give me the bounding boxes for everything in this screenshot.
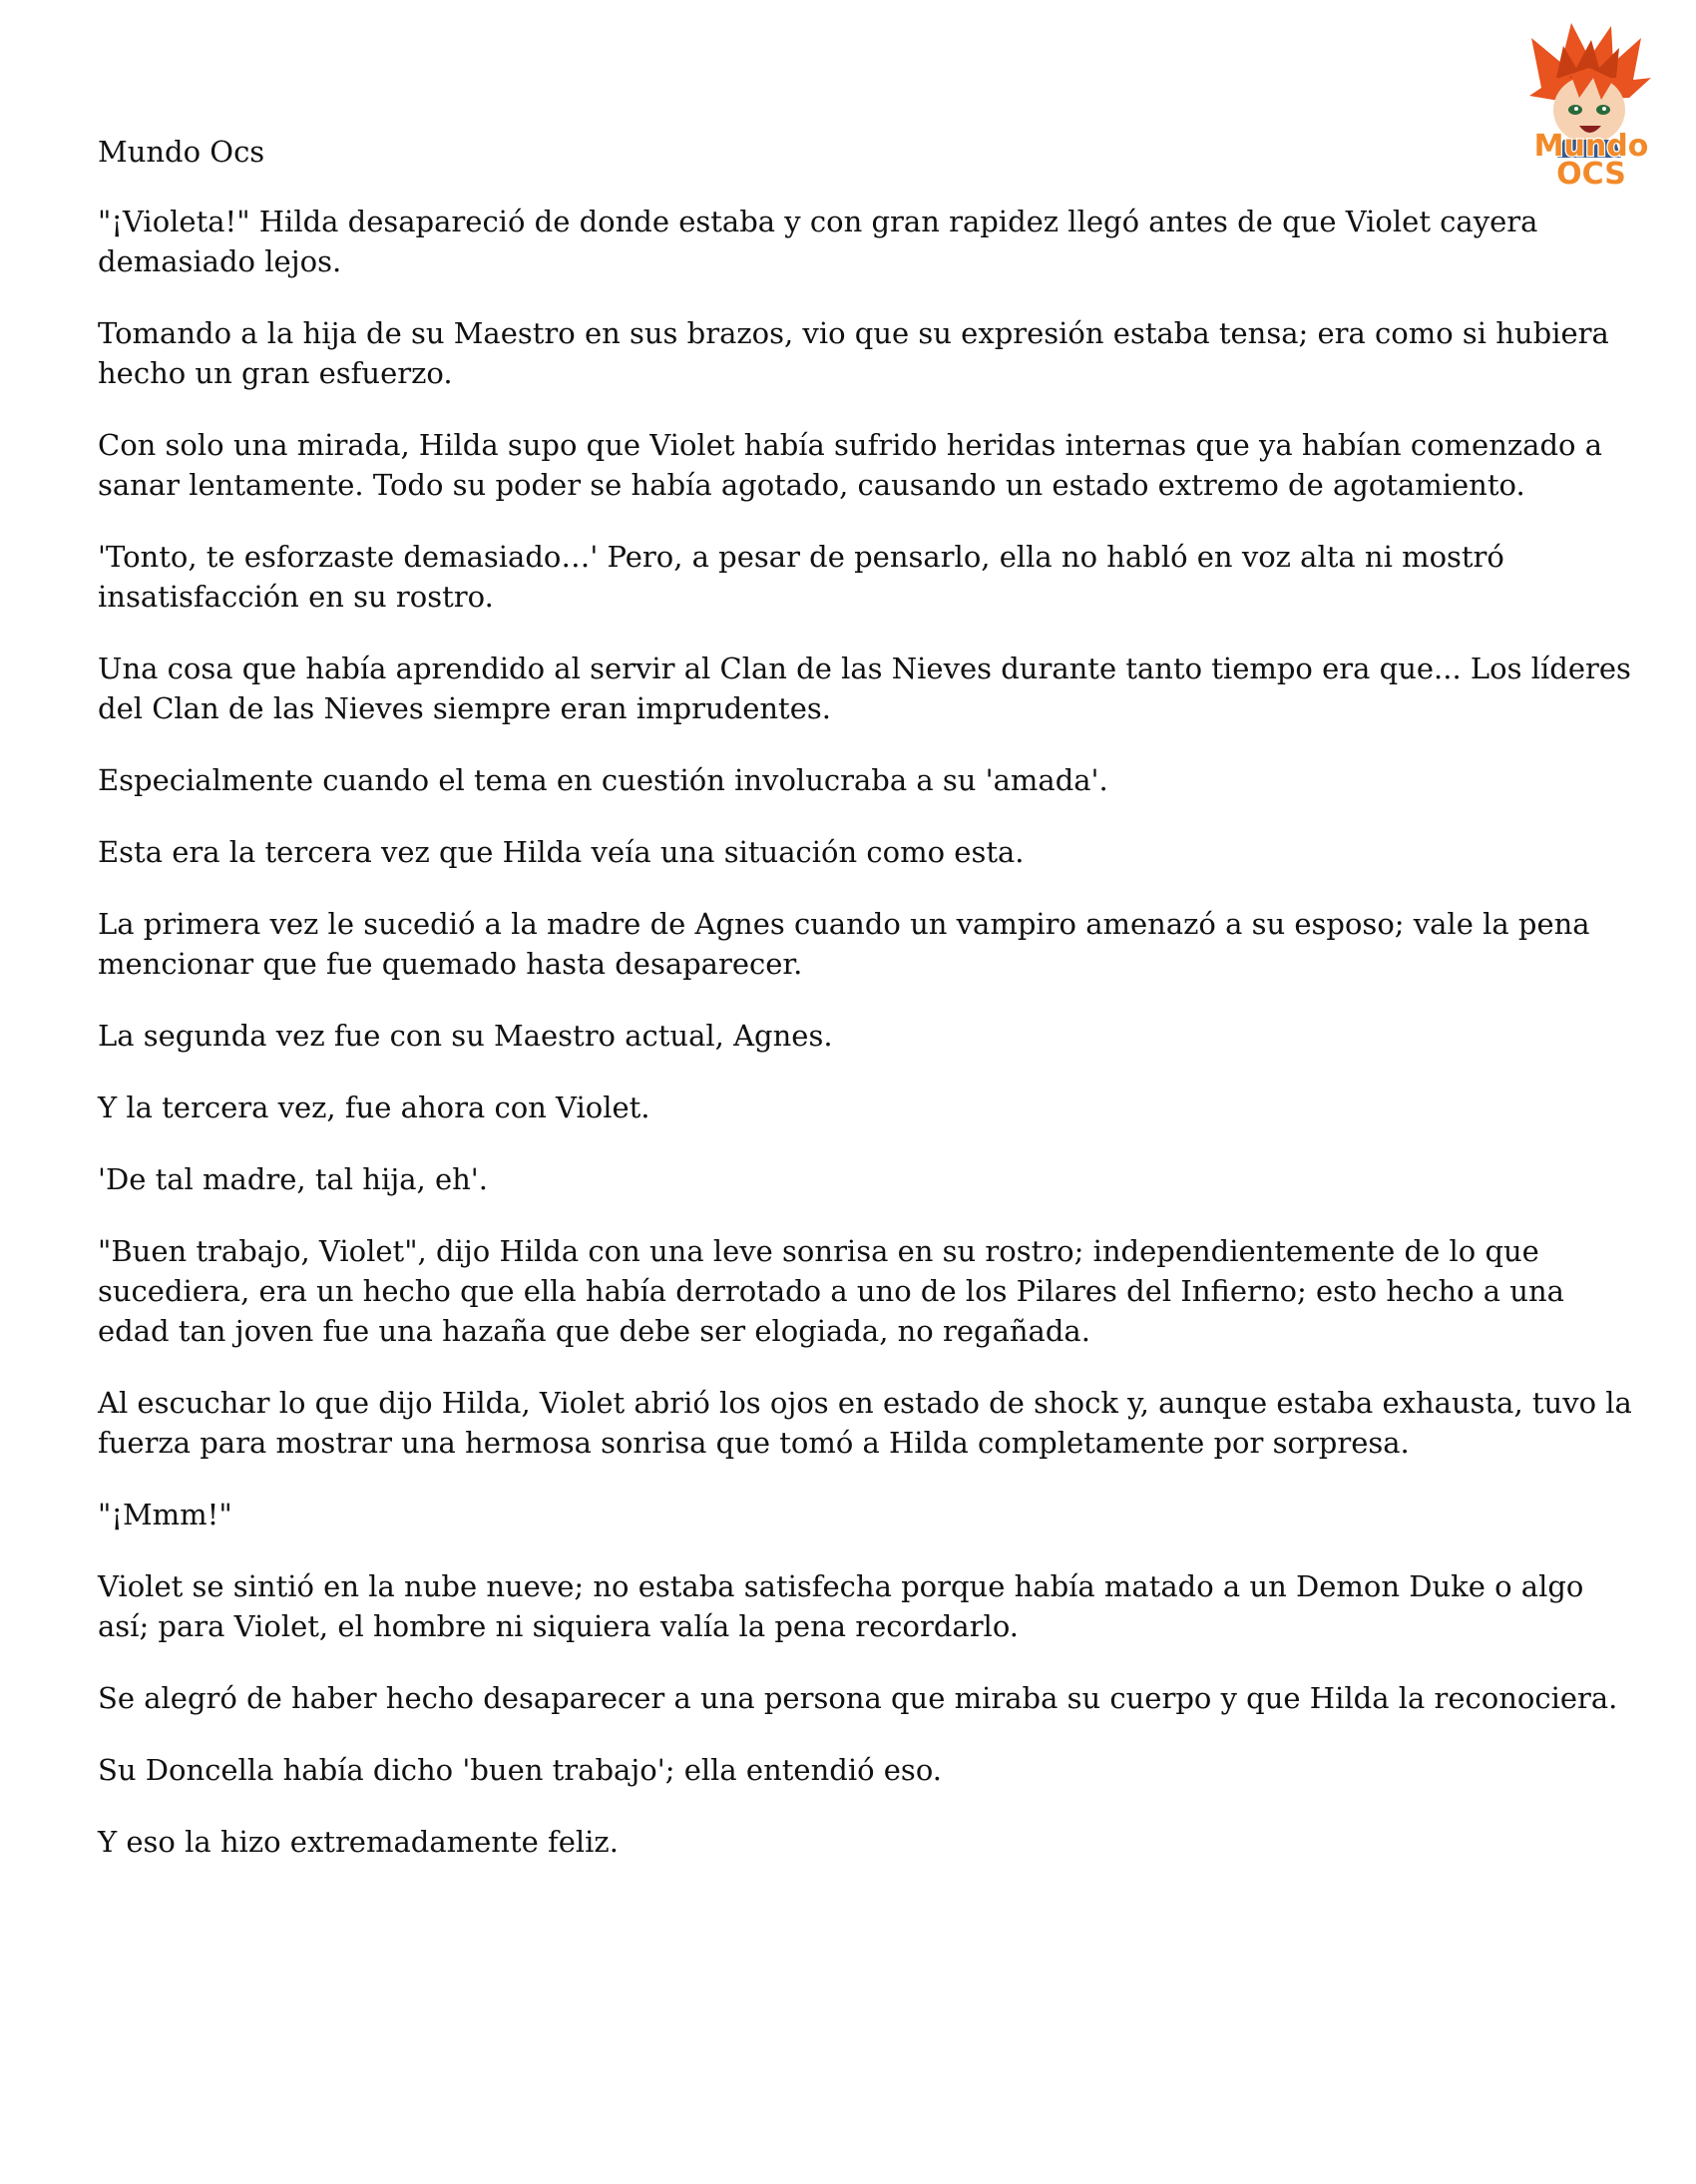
- paragraph: Se alegró de haber hecho desaparecer a una persona que miraba su cuerpo y que Hilda la reconociera.: [98, 1681, 1618, 1715]
- paragraph: Tomando a la hija de su Maestro en sus brazos, vio que su expresión estaba tensa; era como si hubiera hecho un gran esfuerzo.: [98, 316, 1609, 390]
- paragraph: "Buen trabajo, Violet", dijo Hilda con una leve sonrisa en su rostro; independientemente de lo que sucediera, era un hecho que ella había derrotado a uno de los Pilares del Infierno; esto hecho a una edad tan joven fue una hazaña que debe ser elogiada, no regañada.: [98, 1234, 1564, 1348]
- paragraph: "¡Violeta!" Hilda desapareció de donde estaba y con gran rapidez llegó antes de que Violet cayera demasiado lejos.: [98, 205, 1538, 278]
- logo-text-line1: Mundo: [1533, 129, 1649, 164]
- logo-text-line2: OCS: [1556, 157, 1626, 188]
- paragraph: Especialmente cuando el tema en cuestión involucraba a su 'amada'.: [98, 763, 1108, 797]
- paragraph: 'De tal madre, tal hija, eh'.: [98, 1162, 488, 1196]
- paragraph: Con solo una mirada, Hilda supo que Violet había sufrido heridas internas que ya habían comenzado a sanar lentamente. Todo su poder se había agotado, causando un estado extremo de agotamiento.: [98, 428, 1602, 502]
- paragraph: Una cosa que había aprendido al servir al Clan de las Nieves durante tanto tiempo era que... Los líderes del Clan de las Nieves siempre eran imprudentes.: [98, 652, 1631, 725]
- paragraph: Esta era la tercera vez que Hilda veía una situación como esta.: [98, 835, 1025, 869]
- paragraph: Violet se sintió en la nube nueve; no estaba satisfecha porque había matado a un Demon Duke o algo así; para Violet, el hombre ni siquiera valía la pena recordarlo.: [98, 1569, 1584, 1643]
- paragraph: "¡Mmm!": [98, 1498, 232, 1531]
- paragraph: 'Tonto, te esforzaste demasiado…' Pero, a pesar de pensarlo, ella no habló en voz alta ni mostró insatisfacción en su rostro.: [98, 540, 1504, 614]
- paragraph: Y la tercera vez, fue ahora con Violet.: [98, 1091, 650, 1124]
- document-header: Mundo Ocs: [98, 135, 265, 169]
- document-body: [98, 130, 1634, 1894]
- paragraph: Su Doncella había dicho 'buen trabajo'; ella entendió eso.: [98, 1753, 942, 1787]
- paragraph: Y eso la hizo extremadamente feliz.: [98, 1825, 619, 1859]
- paragraph: Al escuchar lo que dijo Hilda, Violet abrió los ojos en estado de shock y, aunque estaba exhausta, tuvo la fuerza para mostrar una hermosa sonrisa que tomó a Hilda completamente por sorpresa.: [98, 1386, 1632, 1460]
- paragraph: La primera vez le sucedió a la madre de Agnes cuando un vampiro amenazó a su esposo; vale la pena mencionar que fue quemado hasta desaparecer.: [98, 907, 1590, 981]
- paragraph: La segunda vez fue con su Maestro actual, Agnes.: [98, 1019, 833, 1053]
